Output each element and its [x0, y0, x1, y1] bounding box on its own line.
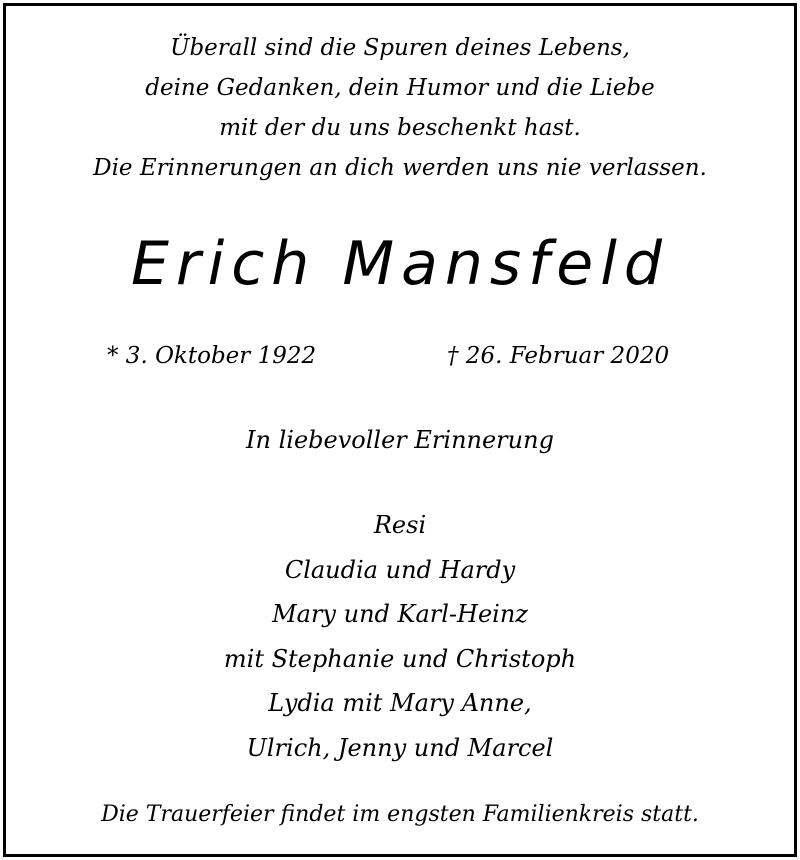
mourner-line: mit Stephanie und Christoph	[223, 644, 577, 673]
poem-line: deine Gedanken, dein Humor und die Liebe	[145, 75, 655, 101]
memorial-poem	[6, 28, 794, 188]
mourner-line: Ulrich, Jenny und Marcel	[246, 733, 554, 762]
memory-line: In liebevoller Erinnerung	[246, 426, 554, 454]
mourner-line: Resi	[373, 511, 427, 539]
mourners-list	[6, 503, 794, 770]
poem-line: Die Erinnerungen an dich werden uns nie verlassen.	[93, 155, 707, 181]
deceased-name: Erich Mansfeld	[131, 229, 669, 299]
poem-line: mit der du uns beschenkt hast.	[219, 115, 581, 141]
mourner-line: Claudia und Hardy	[284, 555, 516, 584]
birth-date: * 3. Oktober 1922	[107, 343, 317, 369]
mourner-line: Mary und Karl-Heinz	[272, 600, 528, 628]
death-date: † 26. Februar 2020	[447, 343, 670, 369]
funeral-note: Die Trauerfeier findet im engsten Familienkreis statt.	[101, 802, 699, 827]
obituary-notice	[3, 3, 797, 857]
mourner-line: Lydia mit Mary Anne,	[268, 689, 532, 717]
poem-line: Überall sind die Spuren deines Lebens,	[170, 35, 630, 61]
